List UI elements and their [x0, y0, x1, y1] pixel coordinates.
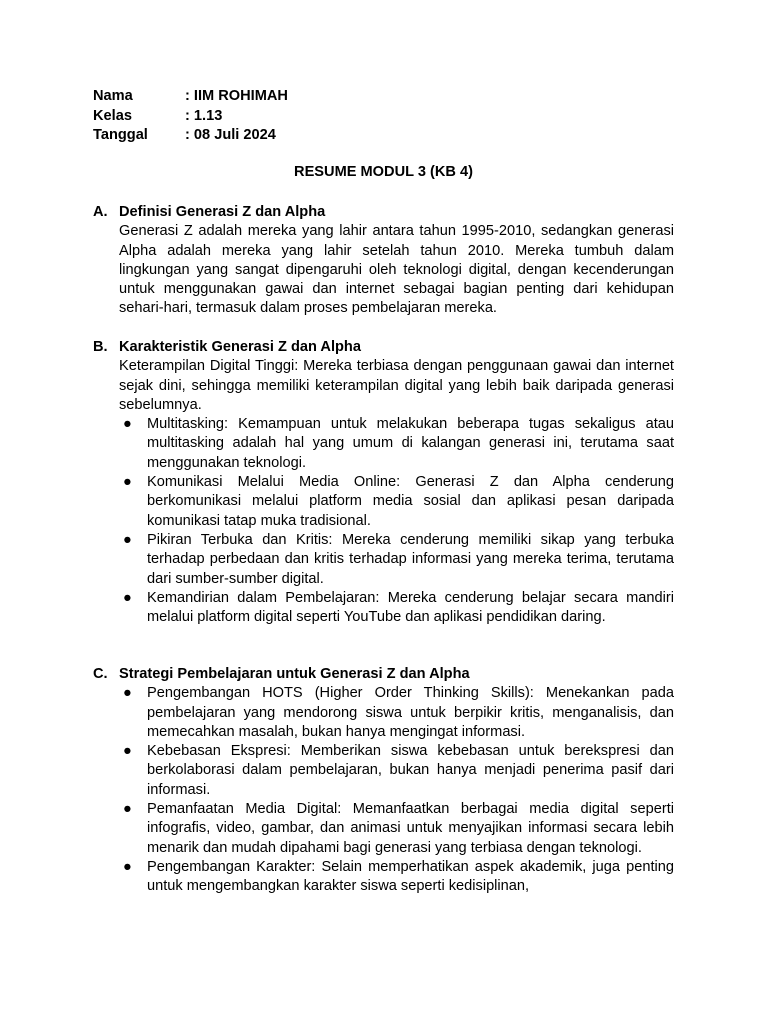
list-item — [119, 684, 674, 742]
section-heading — [93, 203, 674, 222]
list-item-text: Pemanfaatan Media Digital: Memanfaatkan berbagai media digital seperti infografis, video, gambar, dan animasi untuk menyajikan informasi secara lebih menarik dan mudah dipahami bagi generasi yang terbiasa dengan teknologi. — [147, 801, 674, 856]
list-item — [119, 473, 674, 531]
bullet-icon: ● — [123, 743, 132, 760]
section-heading — [93, 338, 674, 357]
bullet-icon: ● — [123, 474, 132, 491]
section-title: Karakteristik Generasi Z dan Alpha — [119, 339, 361, 355]
section-a — [93, 203, 674, 319]
list-item-text: Pengembangan Karakter: Selain memperhatikan aspek akademik, juga penting untuk mengembangkan karakter siswa seperti kedisiplinan, — [147, 858, 674, 895]
list-item-text: Pikiran Terbuka dan Kritis: Mereka cenderung memiliki sikap yang terbuka terhadap perbedaan dan kritis terhadap informasi yang mereka terima, terutama dari sumber-sumber digital. — [147, 531, 674, 587]
list-item — [119, 415, 674, 473]
kelas-label: Kelas — [93, 107, 132, 124]
bullet-list — [119, 415, 674, 627]
list-item-text: Pengembangan HOTS (Higher Order Thinking Skills): Menekankan pada pembelajaran yang mendorong siswa untuk berpikir kritis, menganalisis, dan memecahkan masalah, bukan hanya mengingat informasi. — [147, 685, 674, 740]
section-letter: A. — [93, 204, 108, 220]
document-title: RESUME MODUL 3 (KB 4) — [294, 164, 473, 180]
bullet-icon: ● — [123, 685, 132, 702]
tanggal-value: : 08 Juli 2024 — [185, 127, 276, 143]
info-row-kelas — [93, 107, 288, 127]
section-title: Definisi Generasi Z dan Alpha — [119, 204, 326, 220]
bullet-list — [119, 684, 674, 896]
section-letter: B. — [93, 339, 108, 355]
list-item — [119, 742, 674, 800]
nama-value: : IIM ROHIMAH — [185, 88, 288, 104]
section-title: Strategi Pembelajaran untuk Generasi Z dan Alpha — [119, 666, 470, 682]
nama-label: Nama — [93, 88, 133, 104]
bullet-icon: ● — [123, 801, 132, 818]
list-item-text: Komunikasi Melalui Media Online: Generasi Z dan Alpha cenderung berkomunikasi melalui platform media sosial dan aplikasi pesan daripada komunikasi tatap muka tradisional. — [147, 474, 674, 529]
bullet-icon: ● — [123, 531, 132, 548]
list-item-text: Kemandirian dalam Pembelajaran: Mereka cenderung belajar secara mandiri melalui platform digital seperti YouTube dan aplikasi pendidikan daring. — [147, 589, 674, 626]
kelas-value: : 1.13 — [185, 107, 223, 124]
info-row-tanggal — [93, 126, 288, 146]
list-item-text: Kebebasan Ekspresi: Memberikan siswa kebebasan untuk berekspresi dan berkolaborasi dalam pembelajaran, bukan hanya menjadi penerima pasif dari informasi. — [147, 743, 674, 798]
section-paragraph: Generasi Z adalah mereka yang lahir antara tahun 1995-2010, sedangkan generasi Alpha adalah mereka yang lahir setelah tahun 2010. Mereka tumbuh dalam lingkungan yang sangat dipengaruhi oleh teknologi digital, dengan kecenderungan untuk menggunakan gawai dan internet sebagai bagian penting dari kehidupan sehari-hari, termasuk dalam proses pembelajaran mereka. — [119, 223, 674, 317]
section-letter: C. — [93, 666, 108, 682]
section-paragraph: Keterampilan Digital Tinggi: Mereka terbiasa dengan penggunaan gawai dan internet sejak dini, sehingga memiliki keterampilan digital yang lebih baik daripada generasi sebelumnya. — [119, 358, 674, 413]
info-row-nama — [93, 87, 288, 107]
list-item — [119, 858, 674, 897]
list-item-text: Multitasking: Kemampuan untuk melakukan beberapa tugas sekaligus atau multitasking adalah hal yang umum di kalangan generasi ini, terutama saat menggunakan teknologi. — [147, 416, 674, 471]
bullet-icon: ● — [123, 416, 132, 433]
list-item — [119, 531, 674, 589]
bullet-icon: ● — [123, 858, 132, 875]
section-b — [93, 338, 674, 627]
student-info-header — [93, 87, 288, 146]
section-c — [93, 665, 674, 897]
list-item — [119, 800, 674, 858]
list-item — [119, 589, 674, 628]
bullet-icon: ● — [123, 589, 132, 606]
tanggal-label: Tanggal — [93, 127, 148, 143]
section-heading — [93, 665, 674, 684]
